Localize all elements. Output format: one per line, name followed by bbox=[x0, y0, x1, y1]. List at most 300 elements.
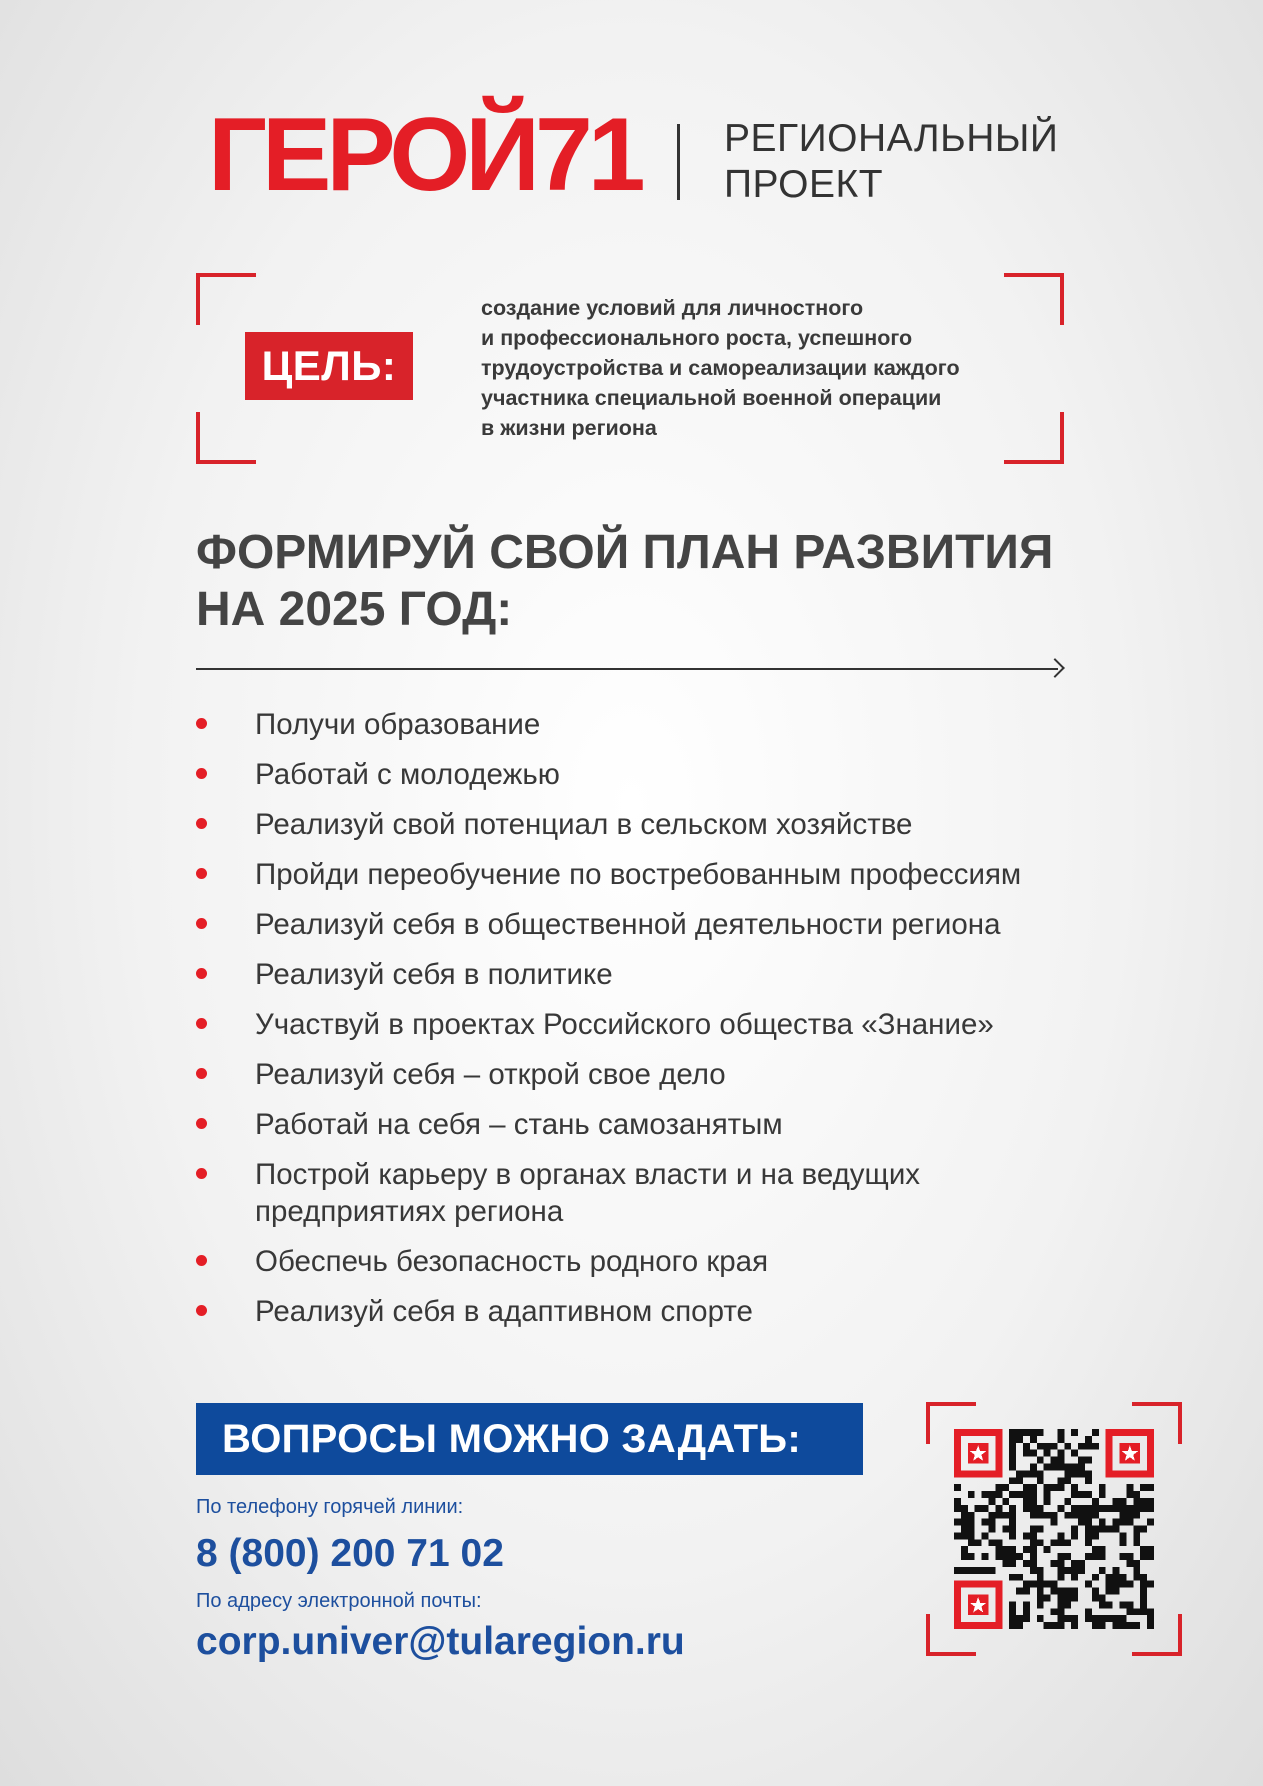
qr-module bbox=[1126, 1622, 1133, 1629]
qr-module bbox=[1147, 1505, 1154, 1512]
qr-module bbox=[1044, 1546, 1051, 1553]
qr-module bbox=[1057, 1450, 1064, 1457]
qr-module bbox=[1133, 1622, 1140, 1629]
qr-module bbox=[1009, 1574, 1016, 1581]
qr-module bbox=[1071, 1512, 1078, 1519]
qr-module bbox=[1120, 1505, 1127, 1512]
qr-module bbox=[968, 1532, 975, 1539]
list-item-text: Работай с молодежью bbox=[255, 758, 560, 791]
qr-module bbox=[1009, 1622, 1016, 1629]
qr-module bbox=[995, 1505, 1002, 1512]
qr-module bbox=[1126, 1608, 1133, 1615]
qr-module bbox=[982, 1505, 989, 1512]
qr-module bbox=[1064, 1615, 1071, 1622]
qr-module bbox=[1120, 1601, 1127, 1608]
qr-module bbox=[1009, 1491, 1016, 1498]
qr-module bbox=[1071, 1526, 1078, 1533]
qr-module bbox=[1037, 1477, 1044, 1484]
qr-module bbox=[982, 1519, 989, 1526]
qr-module bbox=[1133, 1505, 1140, 1512]
list-item bbox=[196, 906, 1096, 943]
qr-module bbox=[1051, 1588, 1058, 1595]
qr-module bbox=[1078, 1443, 1085, 1450]
qr-module bbox=[1023, 1608, 1030, 1615]
qr-module bbox=[1023, 1484, 1030, 1491]
qr-module bbox=[1037, 1615, 1044, 1622]
qr-module bbox=[1078, 1560, 1085, 1567]
qr-module bbox=[1016, 1622, 1023, 1629]
qr-module bbox=[1147, 1622, 1154, 1629]
qr-module bbox=[1078, 1491, 1085, 1498]
qr-module bbox=[1106, 1588, 1113, 1595]
qr-module bbox=[1085, 1539, 1092, 1546]
qr-module bbox=[1071, 1484, 1078, 1491]
qr-module bbox=[954, 1484, 961, 1491]
qr-module bbox=[961, 1553, 968, 1560]
qr-module bbox=[1113, 1519, 1120, 1526]
qr-module bbox=[1113, 1588, 1120, 1595]
qr-module bbox=[1133, 1567, 1140, 1574]
project-logo: ГЕРОЙ71 bbox=[208, 97, 641, 213]
goal-line: в жизни региона bbox=[481, 416, 657, 440]
qr-module bbox=[1147, 1581, 1154, 1588]
qr-module bbox=[1057, 1588, 1064, 1595]
qr-module bbox=[1064, 1463, 1071, 1470]
qr-module bbox=[961, 1532, 968, 1539]
qr-module bbox=[1078, 1567, 1085, 1574]
qr-module bbox=[1147, 1553, 1154, 1560]
qr-module bbox=[1057, 1484, 1064, 1491]
qr-module bbox=[954, 1505, 961, 1512]
qr-code-block[interactable] bbox=[926, 1402, 1182, 1656]
qr-module bbox=[1113, 1622, 1120, 1629]
qr-module bbox=[1030, 1429, 1037, 1436]
qr-module bbox=[1030, 1470, 1037, 1477]
qr-module bbox=[1113, 1526, 1120, 1533]
qr-module bbox=[1099, 1567, 1106, 1574]
qr-module bbox=[1030, 1491, 1037, 1498]
qr-module bbox=[1099, 1546, 1106, 1553]
qr-module bbox=[1044, 1498, 1051, 1505]
qr-module bbox=[968, 1519, 975, 1526]
qr-module bbox=[1099, 1491, 1106, 1498]
qr-module bbox=[1071, 1505, 1078, 1512]
qr-module bbox=[1064, 1567, 1071, 1574]
qr-module bbox=[1092, 1622, 1099, 1629]
qr-module bbox=[1133, 1512, 1140, 1519]
qr-module bbox=[1092, 1443, 1099, 1450]
qr-module bbox=[1057, 1505, 1064, 1512]
hotline-phone-link[interactable]: 8 (800) 200 71 02 bbox=[196, 1532, 504, 1575]
qr-module bbox=[1037, 1588, 1044, 1595]
qr-module bbox=[1044, 1484, 1051, 1491]
qr-module bbox=[1044, 1512, 1051, 1519]
qr-module bbox=[1037, 1443, 1044, 1450]
qr-module bbox=[1085, 1608, 1092, 1615]
qr-module bbox=[1002, 1498, 1009, 1505]
qr-module bbox=[1092, 1553, 1099, 1560]
qr-module bbox=[1030, 1532, 1037, 1539]
list-item bbox=[196, 806, 1096, 843]
list-item-text: Построй карьеру в органах власти и на ведущих предприятиях региона bbox=[255, 1158, 921, 1228]
list-item-text: Реализуй свой потенциал в сельском хозяйстве bbox=[255, 808, 913, 841]
phone-label: По телефону горячей линии: bbox=[196, 1496, 464, 1518]
goal-line: трудоустройства и самореализации каждого bbox=[481, 356, 960, 380]
list-item bbox=[196, 1006, 1096, 1043]
qr-module bbox=[1002, 1484, 1009, 1491]
contacts-banner: ВОПРОСЫ МОЖНО ЗАДАТЬ: bbox=[196, 1403, 863, 1475]
qr-module bbox=[1078, 1512, 1085, 1519]
qr-module bbox=[988, 1526, 995, 1533]
heading-line-1: ФОРМИРУЙ СВОЙ ПЛАН РАЗВИТИЯ bbox=[196, 526, 1054, 579]
red-dot-icon bbox=[196, 1118, 207, 1129]
qr-module bbox=[1092, 1526, 1099, 1533]
qr-module bbox=[1023, 1546, 1030, 1553]
qr-module bbox=[1051, 1512, 1058, 1519]
qr-module bbox=[1120, 1615, 1127, 1622]
qr-module bbox=[1030, 1484, 1037, 1491]
qr-module bbox=[1085, 1519, 1092, 1526]
qr-module bbox=[1016, 1588, 1023, 1595]
qr-module bbox=[954, 1532, 961, 1539]
list-item-text: Реализуй себя в адаптивном спорте bbox=[255, 1295, 753, 1328]
qr-module bbox=[1044, 1622, 1051, 1629]
qr-module bbox=[1009, 1608, 1016, 1615]
qr-module bbox=[1099, 1553, 1106, 1560]
qr-module bbox=[1009, 1457, 1016, 1464]
qr-module bbox=[1120, 1519, 1127, 1526]
qr-module bbox=[1085, 1553, 1092, 1560]
qr-module bbox=[1071, 1429, 1078, 1436]
qr-module bbox=[1092, 1429, 1099, 1436]
goal-badge: ЦЕЛЬ: bbox=[245, 332, 413, 400]
qr-module bbox=[1078, 1470, 1085, 1477]
qr-module bbox=[1037, 1512, 1044, 1519]
qr-module bbox=[1140, 1608, 1147, 1615]
qr-module bbox=[1120, 1498, 1127, 1505]
list-item bbox=[196, 1243, 1096, 1280]
qr-module bbox=[1113, 1505, 1120, 1512]
qr-module bbox=[975, 1567, 982, 1574]
qr-module bbox=[1030, 1546, 1037, 1553]
qr-module bbox=[1030, 1498, 1037, 1505]
qr-module bbox=[1071, 1560, 1078, 1567]
qr-module bbox=[1044, 1581, 1051, 1588]
qr-module bbox=[995, 1539, 1002, 1546]
email-label: По адресу электронной почты: bbox=[196, 1590, 482, 1612]
list-item-text: Пройди переобучение по востребованным профессиям bbox=[255, 858, 1022, 891]
qr-module bbox=[988, 1498, 995, 1505]
qr-module bbox=[1030, 1436, 1037, 1443]
qr-module bbox=[1057, 1560, 1064, 1567]
qr-module bbox=[961, 1505, 968, 1512]
qr-module bbox=[1016, 1436, 1023, 1443]
qr-module bbox=[1092, 1512, 1099, 1519]
qr-module bbox=[1023, 1498, 1030, 1505]
qr-module bbox=[1037, 1539, 1044, 1546]
qr-module bbox=[1133, 1491, 1140, 1498]
qr-module bbox=[1120, 1539, 1127, 1546]
qr-module bbox=[961, 1526, 968, 1533]
qr-module bbox=[1092, 1588, 1099, 1595]
qr-module bbox=[982, 1567, 989, 1574]
qr-module bbox=[1071, 1588, 1078, 1595]
list-item bbox=[196, 956, 1096, 993]
qr-module bbox=[1009, 1560, 1016, 1567]
qr-module bbox=[1044, 1443, 1051, 1450]
qr-module bbox=[1147, 1498, 1154, 1505]
arrow-right-icon bbox=[1045, 658, 1065, 678]
qr-module bbox=[1009, 1429, 1016, 1436]
qr-module bbox=[1057, 1601, 1064, 1608]
qr-module bbox=[1106, 1581, 1113, 1588]
list-item bbox=[196, 1056, 1096, 1093]
qr-module bbox=[982, 1491, 989, 1498]
qr-module bbox=[1120, 1553, 1127, 1560]
list-item-text: Реализуй себя в общественной деятельности региона bbox=[255, 908, 1001, 941]
qr-module bbox=[1085, 1491, 1092, 1498]
qr-module bbox=[1064, 1588, 1071, 1595]
qr-module bbox=[1099, 1519, 1106, 1526]
qr-module bbox=[1113, 1615, 1120, 1622]
qr-module bbox=[1133, 1498, 1140, 1505]
qr-module bbox=[1057, 1567, 1064, 1574]
qr-module bbox=[1133, 1608, 1140, 1615]
qr-module bbox=[1147, 1615, 1154, 1622]
qr-module bbox=[1064, 1539, 1071, 1546]
red-dot-icon bbox=[196, 818, 207, 829]
qr-module bbox=[1037, 1429, 1044, 1436]
qr-module bbox=[1140, 1588, 1147, 1595]
qr-module bbox=[1030, 1450, 1037, 1457]
qr-module bbox=[1009, 1477, 1016, 1484]
qr-module bbox=[1037, 1581, 1044, 1588]
qr-module bbox=[1037, 1595, 1044, 1602]
qr-module bbox=[968, 1512, 975, 1519]
qr-module bbox=[1016, 1477, 1023, 1484]
list-item bbox=[196, 706, 1096, 743]
qr-module bbox=[1023, 1505, 1030, 1512]
qr-module bbox=[1140, 1595, 1147, 1602]
red-dot-icon bbox=[196, 1305, 207, 1316]
qr-module bbox=[1037, 1505, 1044, 1512]
qr-module bbox=[1009, 1553, 1016, 1560]
qr-module bbox=[1051, 1560, 1058, 1567]
qr-module bbox=[1099, 1526, 1106, 1533]
qr-module bbox=[1113, 1567, 1120, 1574]
red-dot-icon bbox=[196, 1168, 207, 1179]
qr-module bbox=[1092, 1595, 1099, 1602]
qr-module bbox=[1030, 1526, 1037, 1533]
qr-module bbox=[1051, 1463, 1058, 1470]
qr-module bbox=[1009, 1450, 1016, 1457]
qr-module bbox=[1099, 1615, 1106, 1622]
qr-module bbox=[1140, 1581, 1147, 1588]
qr-module bbox=[1078, 1519, 1085, 1526]
qr-module bbox=[1106, 1505, 1113, 1512]
qr-module bbox=[1099, 1484, 1106, 1491]
qr-module bbox=[1064, 1443, 1071, 1450]
qr-module bbox=[1009, 1601, 1016, 1608]
qr-module bbox=[1126, 1512, 1133, 1519]
qr-module bbox=[1023, 1443, 1030, 1450]
qr-module bbox=[1057, 1608, 1064, 1615]
qr-module bbox=[1085, 1526, 1092, 1533]
red-dot-icon bbox=[196, 868, 207, 879]
qr-module bbox=[1071, 1615, 1078, 1622]
qr-module bbox=[1002, 1526, 1009, 1533]
qr-finder bbox=[957, 1584, 998, 1625]
qr-module bbox=[1051, 1622, 1058, 1629]
qr-module bbox=[1140, 1574, 1147, 1581]
qr-module bbox=[1016, 1553, 1023, 1560]
qr-module bbox=[1106, 1526, 1113, 1533]
qr-module bbox=[1064, 1601, 1071, 1608]
qr-module bbox=[1023, 1450, 1030, 1457]
qr-module bbox=[1085, 1505, 1092, 1512]
qr-code-icon[interactable] bbox=[954, 1429, 1154, 1629]
qr-module bbox=[1051, 1443, 1058, 1450]
qr-module bbox=[1057, 1574, 1064, 1581]
qr-finder bbox=[957, 1432, 998, 1473]
qr-module bbox=[1085, 1581, 1092, 1588]
qr-module bbox=[1023, 1615, 1030, 1622]
qr-module bbox=[1009, 1532, 1016, 1539]
qr-module bbox=[1133, 1560, 1140, 1567]
qr-module bbox=[1140, 1553, 1147, 1560]
qr-module bbox=[1002, 1560, 1009, 1567]
qr-module bbox=[1057, 1539, 1064, 1546]
list-item-text: Обеспечь безопасность родного края bbox=[255, 1245, 769, 1278]
qr-module bbox=[1044, 1595, 1051, 1602]
qr-module bbox=[1092, 1498, 1099, 1505]
qr-module bbox=[1002, 1512, 1009, 1519]
qr-module bbox=[1106, 1615, 1113, 1622]
qr-module bbox=[1023, 1470, 1030, 1477]
qr-module bbox=[1071, 1450, 1078, 1457]
list-item bbox=[196, 756, 1096, 793]
qr-module bbox=[1030, 1539, 1037, 1546]
qr-module bbox=[975, 1539, 982, 1546]
qr-module bbox=[1085, 1436, 1092, 1443]
qr-module bbox=[968, 1539, 975, 1546]
qr-module bbox=[1071, 1532, 1078, 1539]
red-dot-icon bbox=[196, 718, 207, 729]
qr-module bbox=[1078, 1463, 1085, 1470]
qr-module bbox=[1057, 1457, 1064, 1464]
qr-module bbox=[1106, 1601, 1113, 1608]
qr-module bbox=[1085, 1512, 1092, 1519]
qr-module bbox=[1009, 1436, 1016, 1443]
qr-module bbox=[982, 1553, 989, 1560]
qr-module bbox=[1085, 1532, 1092, 1539]
qr-module bbox=[988, 1567, 995, 1574]
qr-module bbox=[1113, 1581, 1120, 1588]
qr-module bbox=[1051, 1519, 1058, 1526]
qr-module bbox=[1092, 1532, 1099, 1539]
subtitle-line-1: РЕГИОНАЛЬНЫЙ bbox=[724, 117, 1059, 160]
qr-module bbox=[1057, 1429, 1064, 1436]
qr-module bbox=[1106, 1574, 1113, 1581]
qr-module bbox=[954, 1498, 961, 1505]
qr-module bbox=[1140, 1498, 1147, 1505]
qr-module bbox=[961, 1546, 968, 1553]
qr-module bbox=[1023, 1491, 1030, 1498]
qr-module bbox=[1023, 1588, 1030, 1595]
qr-module bbox=[1133, 1574, 1140, 1581]
qr-module bbox=[1092, 1574, 1099, 1581]
qr-module bbox=[995, 1491, 1002, 1498]
qr-module bbox=[1016, 1491, 1023, 1498]
qr-module bbox=[1030, 1581, 1037, 1588]
qr-module bbox=[975, 1505, 982, 1512]
qr-module bbox=[1064, 1512, 1071, 1519]
qr-module bbox=[1133, 1539, 1140, 1546]
qr-module bbox=[1140, 1484, 1147, 1491]
red-dot-icon bbox=[196, 918, 207, 929]
qr-module bbox=[1064, 1595, 1071, 1602]
goal-line: и профессионального роста, успешного bbox=[481, 326, 913, 350]
qr-module bbox=[1009, 1512, 1016, 1519]
qr-module bbox=[968, 1491, 975, 1498]
qr-module bbox=[1016, 1429, 1023, 1436]
qr-module bbox=[961, 1512, 968, 1519]
red-dot-icon bbox=[196, 968, 207, 979]
qr-module bbox=[988, 1539, 995, 1546]
qr-module bbox=[1009, 1546, 1016, 1553]
qr-module bbox=[1071, 1595, 1078, 1602]
qr-module bbox=[1078, 1457, 1085, 1464]
qr-module bbox=[1023, 1581, 1030, 1588]
qr-module bbox=[1057, 1595, 1064, 1602]
qr-module bbox=[1126, 1491, 1133, 1498]
qr-module bbox=[1009, 1526, 1016, 1533]
qr-module bbox=[1126, 1601, 1133, 1608]
qr-module bbox=[1085, 1477, 1092, 1484]
qr-module bbox=[954, 1567, 961, 1574]
qr-module bbox=[1120, 1581, 1127, 1588]
qr-module bbox=[1099, 1505, 1106, 1512]
qr-module bbox=[1037, 1457, 1044, 1464]
qr-module bbox=[1023, 1601, 1030, 1608]
goal-frame-corner bbox=[196, 412, 256, 464]
qr-module bbox=[1126, 1505, 1133, 1512]
qr-module bbox=[1057, 1477, 1064, 1484]
red-dot-icon bbox=[196, 1018, 207, 1029]
plan-list bbox=[196, 706, 1096, 1343]
qr-module bbox=[1085, 1615, 1092, 1622]
list-item bbox=[196, 1293, 1096, 1330]
red-dot-icon bbox=[196, 768, 207, 779]
list-item-text: Реализуй себя в политике bbox=[255, 958, 613, 991]
qr-module bbox=[1009, 1519, 1016, 1526]
qr-module bbox=[995, 1546, 1002, 1553]
qr-module bbox=[1071, 1574, 1078, 1581]
qr-module bbox=[1113, 1498, 1120, 1505]
list-item bbox=[196, 1156, 1096, 1230]
qr-module bbox=[995, 1553, 1002, 1560]
logo-divider bbox=[677, 124, 680, 200]
qr-module bbox=[1147, 1546, 1154, 1553]
qr-module bbox=[988, 1491, 995, 1498]
qr-module bbox=[1126, 1484, 1133, 1491]
email-link[interactable]: corp.univer@tularegion.ru bbox=[196, 1620, 685, 1663]
qr-module bbox=[1023, 1560, 1030, 1567]
qr-module bbox=[961, 1567, 968, 1574]
qr-module bbox=[1071, 1491, 1078, 1498]
subtitle-line-2: ПРОЕКТ bbox=[724, 163, 884, 206]
qr-module bbox=[1051, 1484, 1058, 1491]
